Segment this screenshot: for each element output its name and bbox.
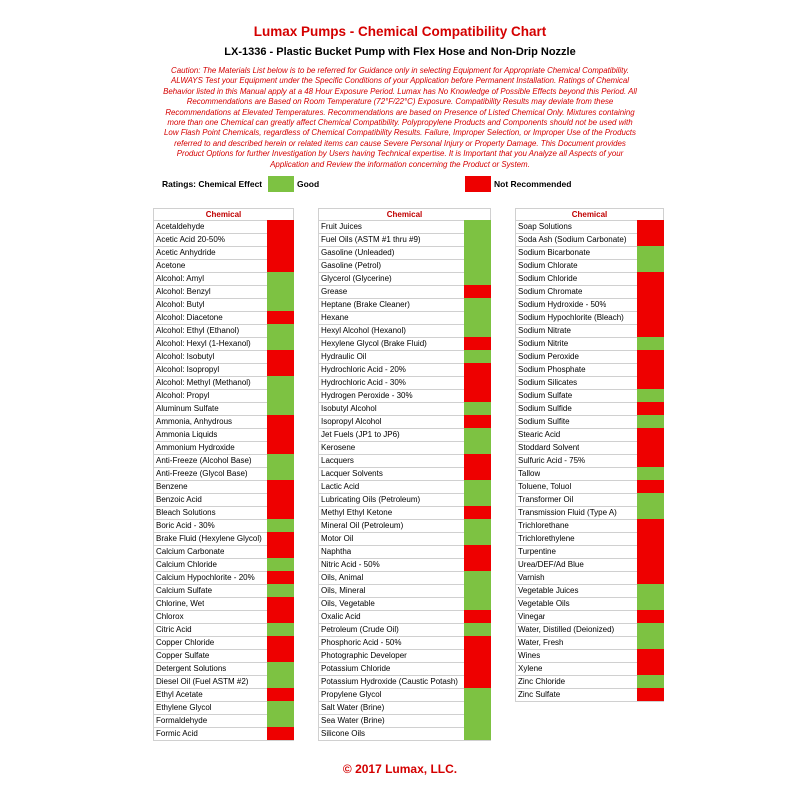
not-recommended-rating-cell	[464, 636, 491, 649]
chemical-name: Chlorox	[156, 612, 184, 621]
chemical-name: Urea/DEF/Ad Blue	[518, 560, 584, 569]
chemical-name: Sulfuric Acid - 75%	[518, 456, 586, 465]
good-rating-cell	[637, 675, 664, 688]
chemical-name: Boric Acid - 30%	[156, 521, 215, 530]
good-rating-cell	[464, 493, 491, 506]
chemical-name: Sodium Silicates	[518, 378, 578, 387]
chemical-name: Brake Fluid (Hexylene Glycol)	[156, 534, 262, 543]
good-rating-cell	[637, 259, 664, 272]
chemical-name: Calcium Hypochlorite - 20%	[156, 573, 255, 582]
good-rating-cell	[267, 285, 294, 298]
column-header: Chemical	[153, 208, 294, 221]
good-rating-cell	[637, 467, 664, 480]
good-rating-cell	[267, 467, 294, 480]
chemical-name: Hexyl Alcohol (Hexanol)	[321, 326, 406, 335]
good-rating-cell	[464, 402, 491, 415]
chemical-name: Oxalic Acid	[321, 612, 361, 621]
chemical-name: Lacquers	[321, 456, 354, 465]
chemical-name: Copper Sulfate	[156, 651, 210, 660]
chemical-name: Acetic Acid 20-50%	[156, 235, 225, 244]
chemical-name: Acetic Anhydride	[156, 248, 216, 257]
chemical-name: Alcohol: Diacetone	[156, 313, 223, 322]
chemical-name: Benzene	[156, 482, 188, 491]
chemical-name: Heptane (Brake Cleaner)	[321, 300, 410, 309]
good-rating-cell	[267, 701, 294, 714]
good-rating-cell	[464, 246, 491, 259]
not-recommended-rating-cell	[637, 402, 664, 415]
chemical-name: Copper Chloride	[156, 638, 215, 647]
not-recommended-rating-cell	[267, 428, 294, 441]
chemical-name: Fruit Juices	[321, 222, 362, 231]
chemical-name: Ammonia, Anhydrous	[156, 417, 233, 426]
chemical-name: Alcohol: Ethyl (Ethanol)	[156, 326, 240, 335]
chemical-name: Alcohol: Hexyl (1-Hexanol)	[156, 339, 251, 348]
chemical-name: Isobutyl Alcohol	[321, 404, 377, 413]
not-recommended-rating-cell	[464, 389, 491, 402]
good-rating-cell	[267, 558, 294, 571]
not-recommended-rating-cell	[267, 571, 294, 584]
chemical-name: Methyl Ethyl Ketone	[321, 508, 393, 517]
chemical-name: Water, Fresh	[518, 638, 564, 647]
chemical-name: Sodium Phosphate	[518, 365, 586, 374]
not-recommended-rating-cell	[637, 532, 664, 545]
chemical-name: Naphtha	[321, 547, 352, 556]
chemical-name: Diesel Oil (Fuel ASTM #2)	[156, 677, 249, 686]
good-rating-cell	[267, 714, 294, 727]
not-recommended-rating-cell	[464, 376, 491, 389]
not-recommended-rating-cell	[637, 285, 664, 298]
not-recommended-rating-cell	[267, 415, 294, 428]
not-recommended-rating-cell	[267, 259, 294, 272]
product-subtitle: LX-1336 - Plastic Bucket Pump with Flex Hose and Non-Drip Nozzle	[224, 46, 576, 58]
not-recommended-rating-cell	[637, 311, 664, 324]
chemical-name: Silicone Oils	[321, 729, 366, 738]
chemical-name: Turpentine	[518, 547, 556, 556]
good-rating-cell	[267, 376, 294, 389]
chemical-name: Grease	[321, 287, 348, 296]
not-recommended-rating-cell	[637, 363, 664, 376]
not-recommended-rating-cell	[464, 415, 491, 428]
not-recommended-label: Not Recommended	[494, 179, 572, 189]
chemical-name: Formaldehyde	[156, 716, 208, 725]
chemical-name: Alcohol: Methyl (Methanol)	[156, 378, 251, 387]
not-recommended-rating-cell	[267, 649, 294, 662]
chemical-name: Trichlorethane	[518, 521, 569, 530]
not-recommended-rating-cell	[267, 441, 294, 454]
not-recommended-rating-cell	[637, 545, 664, 558]
not-recommended-rating-cell	[267, 636, 294, 649]
good-rating-cell	[267, 675, 294, 688]
chemical-name: Hydrochloric Acid - 20%	[321, 365, 406, 374]
not-recommended-rating-cell	[267, 610, 294, 623]
chemical-name: Vegetable Oils	[518, 599, 570, 608]
not-recommended-rating-cell	[637, 272, 664, 285]
chemical-name: Sodium Chromate	[518, 287, 583, 296]
good-rating-cell	[267, 662, 294, 675]
good-rating-cell	[637, 636, 664, 649]
chemical-name: Fuel Oils (ASTM #1 thru #9)	[321, 235, 421, 244]
good-rating-cell	[464, 233, 491, 246]
good-rating-cell	[464, 519, 491, 532]
chemical-name: Bleach Solutions	[156, 508, 216, 517]
chemical-name: Sodium Peroxide	[518, 352, 579, 361]
good-rating-cell	[464, 441, 491, 454]
chemical-name: Citric Acid	[156, 625, 192, 634]
chemical-name: Acetaldehyde	[156, 222, 205, 231]
good-rating-cell	[464, 220, 491, 233]
good-rating-cell	[464, 428, 491, 441]
chemical-name: Oils, Mineral	[321, 586, 366, 595]
not-recommended-swatch	[465, 176, 491, 192]
chemical-name: Alcohol: Isobutyl	[156, 352, 215, 361]
good-rating-cell	[464, 311, 491, 324]
chemical-name: Oils, Vegetable	[321, 599, 375, 608]
not-recommended-rating-cell	[267, 532, 294, 545]
good-rating-cell	[637, 246, 664, 259]
caution-text: Caution: The Materials List below is to be referred for Guidance only in selecting Equipment for Appropriate Chemical Compatibility. ALWAYS Test your Equipment under the Specific Conditions of your Application before Permanent Installation. Ratings of Chemical Behavior listed in this Manual apply at a 48 Hour Exposure Period. Lumax has No Knowledge of Possible Effects beyond this Period. All Recommendations are Based on Room Temperature (72°F/22°C) Exposure. Compatibility Results may deviate from these Recommendations at Elevated Temperatures. Recommendations are based on Presence of Listed Chemical Only. Mixtures containing more than one Chemical can greatly affect Chemical Compatibility. Polypropylene Products and Components should not be used with Low Flash Point Chemicals, regardless of Chemical Compatibility Results. Failure, Improper Selection, or Improper Use of the Products referred to and described herein or related items can cause Severe Personal Injury or Property Damage. This Document provides Product Options for further Investigation by Users having Technical expertise. It is Important that you Analyze all Aspects of your Application and Review the information concerning the Product or System.	[163, 66, 637, 169]
not-recommended-rating-cell	[464, 337, 491, 350]
chemical-name: Ammonia Liquids	[156, 430, 218, 439]
chemical-name: Calcium Carbonate	[156, 547, 225, 556]
good-rating-cell	[464, 727, 491, 740]
not-recommended-rating-cell	[464, 675, 491, 688]
chemical-name: Anti-Freeze (Glycol Base)	[156, 469, 248, 478]
chemical-name: Wines	[518, 651, 541, 660]
not-recommended-rating-cell	[267, 220, 294, 233]
chemical-name: Lubricating Oils (Petroleum)	[321, 495, 421, 504]
not-recommended-rating-cell	[267, 597, 294, 610]
good-rating-cell	[267, 272, 294, 285]
good-rating-cell	[464, 688, 491, 701]
chemical-name: Transformer Oil	[518, 495, 574, 504]
chemical-name: Aluminum Sulfate	[156, 404, 219, 413]
good-rating-cell	[464, 272, 491, 285]
chemical-name: Isopropyl Alcohol	[321, 417, 382, 426]
chemical-name: Potassium Chloride	[321, 664, 391, 673]
not-recommended-rating-cell	[464, 454, 491, 467]
good-rating-cell	[464, 532, 491, 545]
chemical-name: Alcohol: Amyl	[156, 274, 205, 283]
not-recommended-rating-cell	[464, 610, 491, 623]
chemical-column-3	[515, 208, 664, 702]
not-recommended-rating-cell	[637, 233, 664, 246]
not-recommended-rating-cell	[464, 363, 491, 376]
good-rating-cell	[464, 584, 491, 597]
chemical-name: Alcohol: Isopropyl	[156, 365, 220, 374]
good-rating-cell	[464, 350, 491, 363]
chemical-name: Hydrogen Peroxide - 30%	[321, 391, 413, 400]
not-recommended-rating-cell	[464, 467, 491, 480]
good-rating-cell	[637, 389, 664, 402]
not-recommended-rating-cell	[637, 688, 664, 701]
not-recommended-rating-cell	[637, 376, 664, 389]
not-recommended-rating-cell	[267, 688, 294, 701]
ratings-legend	[162, 176, 642, 192]
chemical-name: Anti-Freeze (Alcohol Base)	[156, 456, 252, 465]
chemical-name: Chlorine, Wet	[156, 599, 205, 608]
chemical-name: Ammonium Hydroxide	[156, 443, 235, 452]
good-rating-cell	[267, 519, 294, 532]
good-rating-cell	[637, 415, 664, 428]
good-rating-cell	[637, 584, 664, 597]
good-rating-cell	[267, 454, 294, 467]
chemical-name: Vegetable Juices	[518, 586, 579, 595]
chemical-name: Hexane	[321, 313, 349, 322]
not-recommended-rating-cell	[637, 480, 664, 493]
chemical-name: Stearic Acid	[518, 430, 561, 439]
chemical-name: Soda Ash (Sodium Carbonate)	[518, 235, 627, 244]
not-recommended-rating-cell	[637, 220, 664, 233]
good-rating-cell	[637, 337, 664, 350]
good-rating-cell	[267, 324, 294, 337]
chemical-name: Sodium Nitrate	[518, 326, 571, 335]
page-title: Lumax Pumps - Chemical Compatibility Chart	[253, 24, 547, 39]
good-rating-cell	[267, 623, 294, 636]
not-recommended-rating-cell	[464, 506, 491, 519]
chemical-name: Sodium Nitrite	[518, 339, 569, 348]
good-rating-cell	[464, 324, 491, 337]
chemical-name: Tallow	[518, 469, 541, 478]
chemical-name: Sodium Hypochlorite (Bleach)	[518, 313, 624, 322]
good-label: Good	[297, 179, 320, 189]
not-recommended-rating-cell	[637, 662, 664, 675]
chemical-name: Mineral Oil (Petroleum)	[321, 521, 404, 530]
chemical-name: Alcohol: Benzyl	[156, 287, 211, 296]
not-recommended-rating-cell	[637, 441, 664, 454]
good-rating-cell	[267, 402, 294, 415]
not-recommended-rating-cell	[464, 285, 491, 298]
not-recommended-rating-cell	[267, 233, 294, 246]
not-recommended-rating-cell	[464, 662, 491, 675]
good-rating-cell	[267, 337, 294, 350]
good-rating-cell	[267, 298, 294, 311]
chemical-name: Hexylene Glycol (Brake Fluid)	[321, 339, 427, 348]
ratings-label: Ratings: Chemical Effect	[162, 179, 263, 189]
chemical-name: Sodium Hydroxide - 50%	[518, 300, 607, 309]
not-recommended-rating-cell	[267, 311, 294, 324]
chemical-column-1	[153, 208, 294, 741]
not-recommended-rating-cell	[267, 363, 294, 376]
chemical-name: Soap Solutions	[518, 222, 572, 231]
chemical-name: Ethyl Acetate	[156, 690, 203, 699]
chemical-name: Vinegar	[518, 612, 546, 621]
good-swatch	[268, 176, 294, 192]
chemical-name: Alcohol: Propyl	[156, 391, 210, 400]
not-recommended-rating-cell	[637, 519, 664, 532]
chemical-name: Hydrochloric Acid - 30%	[321, 378, 406, 387]
good-rating-cell	[464, 714, 491, 727]
chemical-name: Sea Water (Brine)	[321, 716, 385, 725]
good-rating-cell	[464, 259, 491, 272]
copyright-footer: © 2017 Lumax, LLC.	[342, 762, 458, 776]
not-recommended-rating-cell	[637, 298, 664, 311]
chemical-name: Trichlorethylene	[518, 534, 575, 543]
good-rating-cell	[267, 584, 294, 597]
chemical-name: Sodium Chloride	[518, 274, 578, 283]
chemical-name: Detergent Solutions	[156, 664, 227, 673]
chemical-name: Sodium Sulfite	[518, 417, 570, 426]
not-recommended-rating-cell	[267, 480, 294, 493]
chemical-name: Formic Acid	[156, 729, 198, 738]
column-header: Chemical	[515, 208, 664, 221]
chemical-name: Calcium Sulfate	[156, 586, 213, 595]
chemical-name: Lactic Acid	[321, 482, 360, 491]
not-recommended-rating-cell	[267, 727, 294, 740]
chemical-name: Xylene	[518, 664, 543, 673]
chemical-name: Hydraulic Oil	[321, 352, 367, 361]
chemical-name: Kerosene	[321, 443, 356, 452]
chemical-name: Gasoline (Petrol)	[321, 261, 382, 270]
good-rating-cell	[637, 493, 664, 506]
chemical-column-2	[318, 208, 491, 741]
chemical-name: Calcium Chloride	[156, 560, 217, 569]
not-recommended-rating-cell	[464, 558, 491, 571]
not-recommended-rating-cell	[267, 493, 294, 506]
chemical-name: Toluene, Toluol	[518, 482, 572, 491]
chemical-name: Acetone	[156, 261, 186, 270]
chemical-name: Petroleum (Crude Oil)	[321, 625, 399, 634]
chemical-name: Alcohol: Butyl	[156, 300, 205, 309]
chemical-name: Sodium Bicarbonate	[518, 248, 591, 257]
chemical-name: Sodium Chlorate	[518, 261, 578, 270]
chemical-name: Zinc Chloride	[518, 677, 566, 686]
not-recommended-rating-cell	[267, 545, 294, 558]
chemical-name: Varnish	[518, 573, 545, 582]
chemical-name: Benzoic Acid	[156, 495, 202, 504]
chemical-name: Stoddard Solvent	[518, 443, 580, 452]
chemical-name: Sodium Sulfide	[518, 404, 572, 413]
not-recommended-rating-cell	[637, 350, 664, 363]
good-rating-cell	[464, 571, 491, 584]
chemical-name: Potassium Hydroxide (Caustic Potash)	[321, 677, 458, 686]
chemical-name: Glycerol (Glycerine)	[321, 274, 392, 283]
not-recommended-rating-cell	[267, 246, 294, 259]
chemical-name: Salt Water (Brine)	[321, 703, 385, 712]
chemical-name: Transmission Fluid (Type A)	[518, 508, 617, 517]
good-rating-cell	[464, 701, 491, 714]
chemical-name: Lacquer Solvents	[321, 469, 383, 478]
chemical-name: Gasoline (Unleaded)	[321, 248, 395, 257]
good-rating-cell	[637, 506, 664, 519]
chemical-name: Phosphoric Acid - 50%	[321, 638, 402, 647]
chemical-name: Oils, Animal	[321, 573, 364, 582]
chemical-name: Ethylene Glycol	[156, 703, 212, 712]
good-rating-cell	[464, 623, 491, 636]
good-rating-cell	[464, 597, 491, 610]
chemical-name: Motor Oil	[321, 534, 354, 543]
chemical-row	[318, 728, 491, 741]
not-recommended-rating-cell	[267, 350, 294, 363]
chemical-name: Jet Fuels (JP1 to JP6)	[321, 430, 400, 439]
not-recommended-rating-cell	[637, 610, 664, 623]
not-recommended-rating-cell	[464, 545, 491, 558]
good-rating-cell	[464, 298, 491, 311]
good-rating-cell	[637, 623, 664, 636]
chemical-name: Water, Distilled (Deionized)	[518, 625, 615, 634]
column-header: Chemical	[318, 208, 491, 221]
not-recommended-rating-cell	[637, 571, 664, 584]
chemical-row	[515, 689, 664, 702]
chemical-name: Propylene Glycol	[321, 690, 382, 699]
good-rating-cell	[637, 597, 664, 610]
chemical-name: Nitric Acid - 50%	[321, 560, 380, 569]
chemical-name: Sodium Sulfate	[518, 391, 573, 400]
chemical-name: Photographic Developer	[321, 651, 407, 660]
chemical-row	[153, 728, 294, 741]
chemical-name: Zinc Sulfate	[518, 690, 561, 699]
not-recommended-rating-cell	[637, 649, 664, 662]
not-recommended-rating-cell	[267, 506, 294, 519]
not-recommended-rating-cell	[637, 428, 664, 441]
good-rating-cell	[464, 480, 491, 493]
good-rating-cell	[267, 389, 294, 402]
not-recommended-rating-cell	[464, 649, 491, 662]
not-recommended-rating-cell	[637, 324, 664, 337]
not-recommended-rating-cell	[637, 558, 664, 571]
not-recommended-rating-cell	[637, 454, 664, 467]
